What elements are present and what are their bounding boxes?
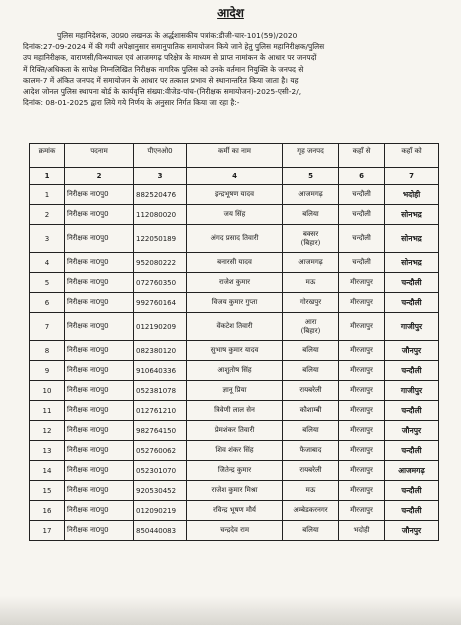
cell-pno: 910640336 [134, 361, 187, 381]
cell-name: वेंकटेश तिवारी [187, 313, 283, 341]
cell-pno: 052301070 [134, 461, 187, 481]
paragraph-line-7: दिनांक: 08-01-2025 द्वारा लिये गये निर्णय के अनुसार निर्गत किया जा रहा है:- [23, 98, 240, 108]
table-row [30, 461, 439, 481]
cell-post: निरीक्षक ना0पु0 [65, 341, 134, 361]
home-district-line: मऊ [305, 278, 316, 286]
home-district-line: बलिया [302, 526, 319, 534]
cell-to: चन्दौली [385, 361, 439, 381]
cell-post: निरीक्षक ना0पु0 [65, 313, 134, 341]
paragraph-line-3: उप महानिरीक्षक, वाराणसी/विन्ध्याचल एवं आजमगढ़ परिक्षेत्र के माध्यम से प्राप्त नामांकन के आधार पर जनपदों [23, 53, 317, 63]
cell-home-district [283, 401, 339, 421]
cell-to: सोनभद्र [385, 205, 439, 225]
cell-serial: 6 [30, 293, 65, 313]
column-number: 4 [187, 168, 283, 185]
cell-name: शिव शंकर सिंह [187, 441, 283, 461]
cell-serial: 7 [30, 313, 65, 341]
cell-from: मीरजापुर [339, 313, 385, 341]
table-row [30, 313, 439, 341]
home-district-line: आरा [304, 317, 317, 326]
cell-to: जौनपुर [385, 421, 439, 441]
cell-from: मीरजापुर [339, 381, 385, 401]
header-from: कहाँ से [339, 144, 385, 168]
cell-serial: 3 [30, 225, 65, 253]
cell-to: चन्दौली [385, 501, 439, 521]
cell-pno: 920530452 [134, 481, 187, 501]
home-district-line: आजमगढ़ [298, 258, 323, 266]
cell-home-district [283, 313, 339, 341]
home-district-line: कौशाम्बी [299, 406, 322, 414]
header-post: पदनाम [65, 144, 134, 168]
cell-name: बनारसी यादव [187, 253, 283, 273]
cell-to: चन्दौली [385, 401, 439, 421]
table-row [30, 401, 439, 421]
home-district-line: बलिया [302, 366, 319, 374]
cell-to: आजमगढ़ [385, 461, 439, 481]
cell-serial: 17 [30, 521, 65, 541]
paragraph-line-4: में रिक्ति/अधिकता के सापेक्ष निम्नलिखित निरीक्षक नागरिक पुलिस को उनके वर्तमान नियुक्ति के जनपद से [23, 64, 304, 74]
cell-serial: 14 [30, 461, 65, 481]
cell-post: निरीक्षक ना0पु0 [65, 253, 134, 273]
cell-post: निरीक्षक ना0पु0 [65, 205, 134, 225]
cell-from: मीरजापुर [339, 441, 385, 461]
cell-serial: 1 [30, 185, 65, 205]
cell-serial: 5 [30, 273, 65, 293]
cell-post: निरीक्षक ना0पु0 [65, 421, 134, 441]
cell-name: रविन्द्र भूषण मौर्य [187, 501, 283, 521]
cell-name: त्रिवेणी लाल सेन [187, 401, 283, 421]
cell-home-district [283, 293, 339, 313]
cell-from: मीरजापुर [339, 501, 385, 521]
cell-home-district [283, 253, 339, 273]
cell-post: निरीक्षक ना0पु0 [65, 361, 134, 381]
table-row [30, 521, 439, 541]
cell-home-district [283, 461, 339, 481]
cell-to: चन्दौली [385, 293, 439, 313]
home-district-line: मऊ [305, 486, 316, 494]
header-serial: क्रमांक [30, 144, 65, 168]
cell-to: गाजीपुर [385, 313, 439, 341]
cell-post: निरीक्षक ना0पु0 [65, 225, 134, 253]
cell-home-district [283, 421, 339, 441]
cell-serial: 2 [30, 205, 65, 225]
table-row [30, 341, 439, 361]
header-name: कर्मी का नाम [187, 144, 283, 168]
column-number: 3 [134, 168, 187, 185]
cell-pno: 122050189 [134, 225, 187, 253]
home-district-line: बलिया [302, 346, 319, 354]
home-district-line: बलिया [302, 210, 319, 218]
table-row [30, 481, 439, 501]
cell-name: सुभाष कुमार यादव [187, 341, 283, 361]
cell-serial: 15 [30, 481, 65, 501]
cell-name: विजय कुमार गुप्ता [187, 293, 283, 313]
cell-from: भदोही [339, 521, 385, 541]
cell-pno: 052381078 [134, 381, 187, 401]
cell-name: जय सिंह [187, 205, 283, 225]
cell-pno: 012190209 [134, 313, 187, 341]
cell-pno: 850440083 [134, 521, 187, 541]
column-number-row [30, 168, 439, 185]
cell-pno: 082380120 [134, 341, 187, 361]
order-paragraph [23, 30, 448, 108]
table-row [30, 381, 439, 401]
cell-name: चन्द्रदेव राम [187, 521, 283, 541]
cell-to: गाजीपुर [385, 381, 439, 401]
order-title [0, 4, 461, 21]
cell-post: निरीक्षक ना0पु0 [65, 461, 134, 481]
cell-serial: 4 [30, 253, 65, 273]
cell-post: निरीक्षक ना0पु0 [65, 293, 134, 313]
cell-serial: 16 [30, 501, 65, 521]
home-district-line: रायबरेली [299, 466, 322, 474]
cell-pno: 012761210 [134, 401, 187, 421]
home-district-line: (बिहार) [300, 238, 321, 247]
cell-name: प्रेमशंकर तिवारी [187, 421, 283, 441]
cell-home-district [283, 225, 339, 253]
cell-post: निरीक्षक ना0पु0 [65, 185, 134, 205]
table-row [30, 293, 439, 313]
table-row [30, 361, 439, 381]
table-row [30, 205, 439, 225]
cell-pno: 952080222 [134, 253, 187, 273]
cell-name: जितेन्द्र कुमार [187, 461, 283, 481]
home-district-line: (बिहार) [300, 326, 321, 335]
column-number: 6 [339, 168, 385, 185]
column-number: 7 [385, 168, 439, 185]
cell-from: मीरजापुर [339, 481, 385, 501]
cell-serial: 11 [30, 401, 65, 421]
cell-pno: 882520476 [134, 185, 187, 205]
cell-to: चन्दौली [385, 481, 439, 501]
cell-home-district [283, 481, 339, 501]
home-district-line: आजमगढ़ [298, 190, 323, 198]
table-row [30, 441, 439, 461]
cell-from: मीरजापुर [339, 341, 385, 361]
cell-pno: 072760350 [134, 273, 187, 293]
column-number: 1 [30, 168, 65, 185]
table-row [30, 185, 439, 205]
table-header-row [30, 144, 439, 168]
cell-from: मीरजापुर [339, 361, 385, 381]
table-row [30, 225, 439, 253]
cell-home-district [283, 341, 339, 361]
cell-from: चन्दौली [339, 225, 385, 253]
cell-name: राजेश कुमार मिश्रा [187, 481, 283, 501]
cell-home-district [283, 205, 339, 225]
paragraph-line-2: दिनांक:27-09-2024 में की गयी अपेक्षानुसार समानुपातिक समायोजन किये जाने हेतु पुलिस महानिरीक्षक/पुलिस [23, 42, 325, 52]
cell-to: सोनभद्र [385, 225, 439, 253]
cell-from: मीरजापुर [339, 293, 385, 313]
cell-post: निरीक्षक ना0पु0 [65, 521, 134, 541]
cell-name: ज्ञानू प्रिया [187, 381, 283, 401]
cell-post: निरीक्षक ना0पु0 [65, 401, 134, 421]
cell-name: राजेश कुमार [187, 273, 283, 293]
order-title-text: आदेश [217, 6, 244, 20]
cell-home-district [283, 441, 339, 461]
cell-to: चन्दौली [385, 273, 439, 293]
cell-name: इन्द्रभूषण यादव [187, 185, 283, 205]
cell-serial: 10 [30, 381, 65, 401]
paragraph-line-5: कालम-7 में अंकित जनपद में समायोजन के आधार पर तत्काल प्रभाव से स्थानान्तरित किया जाता है। यह [23, 75, 299, 85]
cell-home-district [283, 381, 339, 401]
cell-from: चन्दौली [339, 205, 385, 225]
column-number: 2 [65, 168, 134, 185]
table-row [30, 421, 439, 441]
cell-pno: 052760062 [134, 441, 187, 461]
cell-pno: 992760164 [134, 293, 187, 313]
cell-post: निरीक्षक ना0पु0 [65, 441, 134, 461]
cell-name: अंगद प्रसाद तिवारी [187, 225, 283, 253]
home-district-line: अम्बेडकरनगर [293, 506, 328, 514]
cell-home-district [283, 185, 339, 205]
cell-from: मीरजापुर [339, 273, 385, 293]
table-body [30, 185, 439, 541]
cell-from: मीरजापुर [339, 401, 385, 421]
column-number: 5 [283, 168, 339, 185]
cell-name: आशुतोष सिंह [187, 361, 283, 381]
cell-to: सोनभद्र [385, 253, 439, 273]
cell-home-district [283, 501, 339, 521]
home-district-line: गोरखपुर [299, 298, 322, 306]
transfer-table [29, 143, 439, 541]
cell-to: जौनपुर [385, 341, 439, 361]
table-row [30, 253, 439, 273]
cell-post: निरीक्षक ना0पु0 [65, 273, 134, 293]
home-district-line: फैजाबाद [299, 446, 322, 454]
cell-pno: 012090219 [134, 501, 187, 521]
paragraph-text: पुलिस महानिदेशक, उ0प्र0 लखनऊ के अर्द्धशासकीय पत्रांक:डीजी-चार-101(59)/2020 [57, 31, 298, 40]
cell-from: मीरजापुर [339, 461, 385, 481]
cell-to: चन्दौली [385, 441, 439, 461]
cell-from: चन्दौली [339, 253, 385, 273]
cell-home-district [283, 273, 339, 293]
header-pno: पीएनओ0 [134, 144, 187, 168]
cell-to: भदोही [385, 185, 439, 205]
cell-to: जौनपुर [385, 521, 439, 541]
home-district-line: रायबरेली [299, 386, 322, 394]
paragraph-line-1 [23, 30, 448, 41]
header-home-district: गृह जनपद [283, 144, 339, 168]
cell-pno: 112080020 [134, 205, 187, 225]
header-to: कहाँ को [385, 144, 439, 168]
cell-from: चन्दौली [339, 185, 385, 205]
table-row [30, 273, 439, 293]
cell-serial: 9 [30, 361, 65, 381]
table-row [30, 501, 439, 521]
cell-from: मीरजापुर [339, 421, 385, 441]
cell-pno: 982764150 [134, 421, 187, 441]
scan-shadow [0, 596, 461, 625]
cell-home-district [283, 361, 339, 381]
paragraph-line-6: आदेश जोनल पुलिस स्थापना बोर्ड के कार्यवृत्ति संख्या:वीजेड-पांच-(निरीक्षक समायोजन)-2025-एसी-2/, [23, 87, 302, 97]
cell-post: निरीक्षक ना0पु0 [65, 501, 134, 521]
cell-post: निरीक्षक ना0पु0 [65, 381, 134, 401]
cell-post: निरीक्षक ना0पु0 [65, 481, 134, 501]
cell-serial: 8 [30, 341, 65, 361]
home-district-line: बलिया [302, 426, 319, 434]
cell-home-district [283, 521, 339, 541]
home-district-line: बक्सर [302, 229, 319, 238]
cell-serial: 13 [30, 441, 65, 461]
cell-serial: 12 [30, 421, 65, 441]
